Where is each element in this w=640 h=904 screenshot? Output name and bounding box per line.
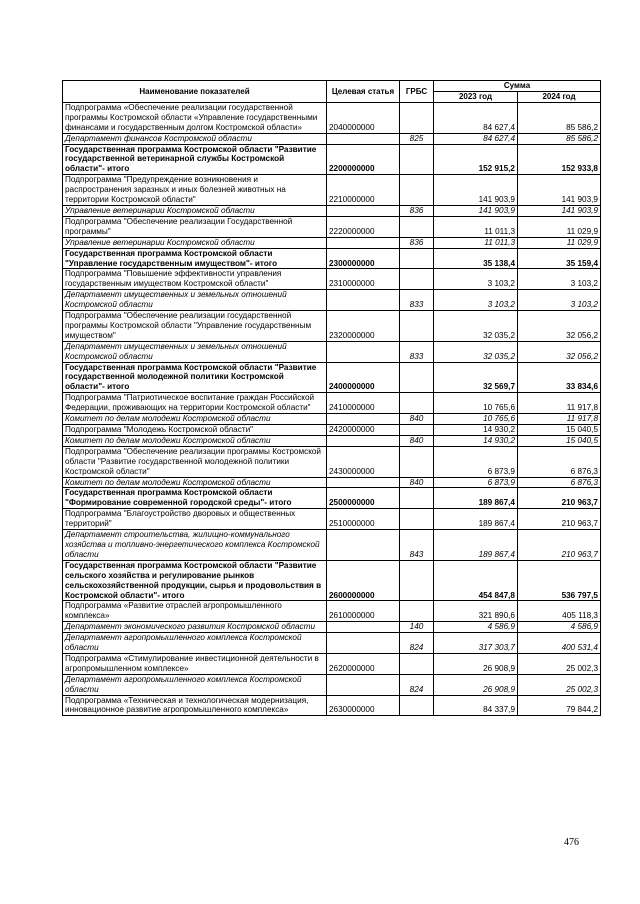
row-code-cell: 2630000000 [327,695,400,716]
table-row [63,362,601,393]
row-code-cell: 2600000000 [327,560,400,601]
row-name-cell: Подпрограмма "Предупреждение возникновения и распространения заразных и иных болезней животных на территории Костромской области" [63,175,327,206]
row-code-cell [327,133,400,144]
row-2023-cell: 141 903,9 [434,175,518,206]
row-name-cell: Подпрограмма "Обеспечение реализации государственной программы Костромской области "Управление государственным имуществом" [63,311,327,342]
table-row [63,653,601,674]
row-name-cell: Департамент экономического развития Костромской области [63,622,327,633]
row-grbs-cell: 840 [400,477,434,488]
table-row [63,237,601,248]
row-2023-cell: 454 847,8 [434,560,518,601]
row-2024-cell: 11 917,8 [518,393,601,414]
row-grbs-cell [400,509,434,530]
table-row [63,393,601,414]
header-grbs: ГРБС [400,81,434,103]
table-row [63,175,601,206]
row-2024-cell: 405 118,3 [518,601,601,622]
row-grbs-cell: 843 [400,530,434,561]
table-row [63,205,601,216]
row-grbs-cell [400,488,434,509]
table-row [63,674,601,695]
header-code: Целевая статья [327,81,400,103]
row-code-cell: 2320000000 [327,311,400,342]
row-code-cell: 2040000000 [327,102,400,133]
row-2023-cell: 152 915,2 [434,144,518,175]
row-2023-cell: 32 035,2 [434,341,518,362]
table-row [63,248,601,269]
row-code-cell [327,205,400,216]
table-row [63,633,601,654]
budget-table [62,80,601,716]
row-name-cell: Государственная программа Костромской области "Развитие государственной ветеринарной службы Костромской области"- итого [63,144,327,175]
table-row [63,133,601,144]
row-2024-cell: 210 963,7 [518,488,601,509]
row-2023-cell: 32 569,7 [434,362,518,393]
row-name-cell: Подпрограмма "Молодежь Костромской области" [63,425,327,436]
table-row [63,414,601,425]
row-code-cell [327,674,400,695]
row-code-cell: 2410000000 [327,393,400,414]
table-row [63,311,601,342]
table-row [63,290,601,311]
row-grbs-cell: 836 [400,205,434,216]
row-code-cell: 2300000000 [327,248,400,269]
row-grbs-cell [400,362,434,393]
row-name-cell: Подпрограмма «Обеспечение реализации государственной программы Костромской области «Управление государственными финансами и государственным долгом Костромской области» [63,102,327,133]
row-name-cell: Государственная программа Костромской области "Развитие государственной молодежной политики Костромской области"- итого [63,362,327,393]
row-code-cell [327,477,400,488]
row-grbs-cell [400,269,434,290]
row-code-cell: 2500000000 [327,488,400,509]
row-code-cell: 2610000000 [327,601,400,622]
table-row [63,509,601,530]
table-row [63,530,601,561]
row-2023-cell: 141 903,9 [434,205,518,216]
row-code-cell [327,290,400,311]
row-2024-cell: 3 103,2 [518,269,601,290]
row-code-cell: 2510000000 [327,509,400,530]
row-grbs-cell: 824 [400,674,434,695]
row-name-cell: Государственная программа Костромской области "Формирование современной городской среды"- итого [63,488,327,509]
table-row [63,560,601,601]
row-2024-cell: 11 029,9 [518,237,601,248]
row-grbs-cell: 833 [400,341,434,362]
row-grbs-cell [400,695,434,716]
row-name-cell: Департамент имущественных и земельных отношений Костромской области [63,341,327,362]
row-code-cell: 2420000000 [327,425,400,436]
row-2024-cell: 3 103,2 [518,290,601,311]
table-body [63,102,601,715]
row-name-cell: Подпрограмма «Техническая и технологическая модернизация, инновационное развитие агропромышленного комплекса» [63,695,327,716]
row-2024-cell: 25 002,3 [518,674,601,695]
table-row [63,102,601,133]
row-2024-cell: 15 040,5 [518,435,601,446]
row-2024-cell: 4 586,9 [518,622,601,633]
row-name-cell: Подпрограмма «Развитие отраслей агропромышленного комплекса» [63,601,327,622]
table-row [63,144,601,175]
table-row [63,488,601,509]
header-2024: 2024 год [518,92,601,103]
row-code-cell: 2310000000 [327,269,400,290]
row-grbs-cell: 824 [400,633,434,654]
row-2023-cell: 321 890,6 [434,601,518,622]
row-code-cell: 2210000000 [327,175,400,206]
row-grbs-cell: 840 [400,435,434,446]
row-grbs-cell [400,601,434,622]
row-code-cell: 2430000000 [327,446,400,477]
row-grbs-cell [400,560,434,601]
row-name-cell: Государственная программа Костромской области "Управление государственным имуществом"- итого [63,248,327,269]
row-2023-cell: 3 103,2 [434,269,518,290]
row-grbs-cell: 140 [400,622,434,633]
row-2023-cell: 189 867,4 [434,509,518,530]
row-2023-cell: 3 103,2 [434,290,518,311]
row-2024-cell: 85 586,2 [518,133,601,144]
row-grbs-cell [400,248,434,269]
table-row [63,601,601,622]
row-code-cell [327,414,400,425]
row-2024-cell: 152 933,8 [518,144,601,175]
row-name-cell: Подпрограмма "Обеспечение реализации программы Костромской области "Развитие государственной молодежной политики Костромской области" [63,446,327,477]
row-2023-cell: 26 908,9 [434,674,518,695]
row-name-cell: Комитет по делам молодежи Костромской области [63,414,327,425]
table-row [63,695,601,716]
row-code-cell [327,341,400,362]
row-grbs-cell [400,425,434,436]
row-grbs-cell: 825 [400,133,434,144]
row-2023-cell: 35 138,4 [434,248,518,269]
row-2024-cell: 32 056,2 [518,341,601,362]
row-grbs-cell: 833 [400,290,434,311]
table-row [63,216,601,237]
row-2024-cell: 85 586,2 [518,102,601,133]
table-row [63,477,601,488]
row-name-cell: Подпрограмма "Обеспечение реализации Государственной программы" [63,216,327,237]
row-2023-cell: 11 011,3 [434,216,518,237]
row-2023-cell: 10 765,6 [434,393,518,414]
row-2024-cell: 210 963,7 [518,530,601,561]
row-2024-cell: 35 159,4 [518,248,601,269]
row-2024-cell: 6 876,3 [518,477,601,488]
row-name-cell: Департамент строительства, жилищно-коммунального хозяйства и топливно-энергетического комплекса Костромской области [63,530,327,561]
table-row [63,425,601,436]
row-2023-cell: 189 867,4 [434,488,518,509]
row-code-cell [327,622,400,633]
row-code-cell: 2220000000 [327,216,400,237]
row-2024-cell: 141 903,9 [518,205,601,216]
row-2023-cell: 26 908,9 [434,653,518,674]
row-2024-cell: 32 056,2 [518,311,601,342]
row-grbs-cell [400,216,434,237]
header-2023: 2023 год [434,92,518,103]
row-2024-cell: 15 040,5 [518,425,601,436]
row-name-cell: Департамент имущественных и земельных отношений Костромской области [63,290,327,311]
row-2023-cell: 14 930,2 [434,425,518,436]
row-grbs-cell [400,102,434,133]
row-2024-cell: 536 797,5 [518,560,601,601]
row-grbs-cell [400,446,434,477]
row-2023-cell: 189 867,4 [434,530,518,561]
row-name-cell: Управление ветеринарии Костромской области [63,205,327,216]
row-2024-cell: 33 834,6 [518,362,601,393]
row-2024-cell: 79 844,2 [518,695,601,716]
row-2024-cell: 141 903,9 [518,175,601,206]
row-code-cell: 2400000000 [327,362,400,393]
row-2024-cell: 210 963,7 [518,509,601,530]
row-name-cell: Департамент финансов Костромской области [63,133,327,144]
row-2023-cell: 10 765,6 [434,414,518,425]
row-2024-cell: 25 002,3 [518,653,601,674]
table-row [63,269,601,290]
table-row [63,622,601,633]
row-code-cell [327,237,400,248]
row-2023-cell: 32 035,2 [434,311,518,342]
row-2023-cell: 6 873,9 [434,477,518,488]
row-2023-cell: 84 627,4 [434,133,518,144]
row-name-cell: Подпрограмма «Стимулирование инвестиционной деятельности в агропромышленном комплексе» [63,653,327,674]
row-name-cell: Подпрограмма "Повышение эффективности управления государственным имуществом Костромской области" [63,269,327,290]
table-row [63,446,601,477]
row-name-cell: Комитет по делам молодежи Костромской области [63,477,327,488]
row-grbs-cell [400,653,434,674]
row-2024-cell: 11 917,8 [518,414,601,425]
row-grbs-cell [400,175,434,206]
row-code-cell: 2620000000 [327,653,400,674]
table-row [63,435,601,446]
row-grbs-cell [400,393,434,414]
row-name-cell: Комитет по делам молодежи Костромской области [63,435,327,446]
row-name-cell: Подпрограмма "Благоустройство дворовых и общественных территорий" [63,509,327,530]
row-2024-cell: 6 876,3 [518,446,601,477]
row-code-cell [327,530,400,561]
row-2023-cell: 84 337,9 [434,695,518,716]
row-2023-cell: 14 930,2 [434,435,518,446]
row-2023-cell: 317 303,7 [434,633,518,654]
row-name-cell: Департамент агропромышленного комплекса Костромской области [63,633,327,654]
row-2023-cell: 4 586,9 [434,622,518,633]
header-name: Наименование показателей [63,81,327,103]
row-2023-cell: 11 011,3 [434,237,518,248]
row-2023-cell: 6 873,9 [434,446,518,477]
row-grbs-cell: 836 [400,237,434,248]
page-number: 476 [564,837,579,848]
row-code-cell [327,435,400,446]
row-name-cell: Управление ветеринарии Костромской области [63,237,327,248]
row-name-cell: Подпрограмма "Патриотическое воспитание граждан Российской Федерации, проживающих на территории Костромской области" [63,393,327,414]
row-code-cell: 2200000000 [327,144,400,175]
row-2024-cell: 400 531,4 [518,633,601,654]
row-2024-cell: 11 029,9 [518,216,601,237]
row-grbs-cell [400,144,434,175]
row-grbs-cell: 840 [400,414,434,425]
row-name-cell: Департамент агропромышленного комплекса Костромской области [63,674,327,695]
row-code-cell [327,633,400,654]
table-row [63,341,601,362]
row-name-cell: Государственная программа Костромской области "Развитие сельского хозяйства и регулирование рынков сельскохозяйственной продукции, сырья и продовольствия в Костромской области"- итого [63,560,327,601]
row-grbs-cell [400,311,434,342]
row-2023-cell: 84 627,4 [434,102,518,133]
header-sum: Сумма [434,81,601,92]
